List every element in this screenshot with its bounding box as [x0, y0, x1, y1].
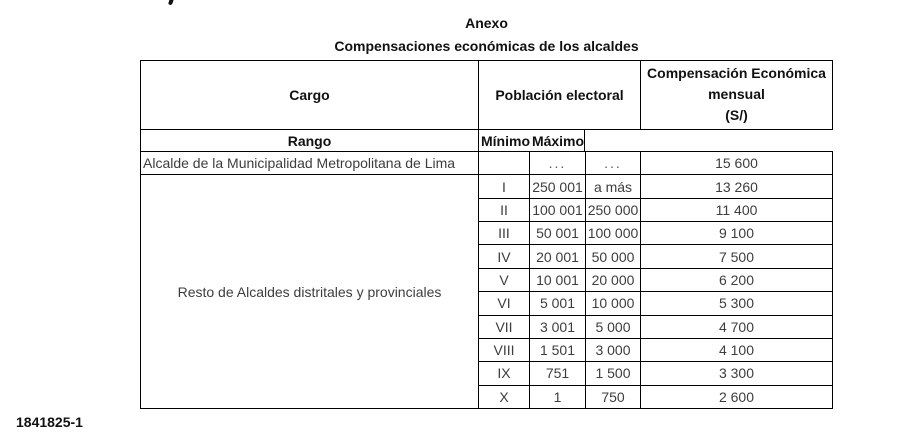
cell-maximo: 750: [586, 386, 641, 409]
header-row-sub: [141, 130, 833, 152]
cell-compensacion: 9 100: [641, 222, 833, 245]
cell-compensacion: 13 260: [641, 175, 833, 198]
header-compensacion-line2: mensual: [708, 86, 765, 102]
header-compensacion-line1: Compensación Económica: [647, 65, 826, 81]
table-row: [479, 245, 833, 268]
cell-rango: III: [479, 222, 530, 245]
table-row: [479, 316, 833, 339]
compensation-table: [140, 60, 833, 409]
table-row-lima: [141, 152, 833, 175]
header-maximo: Máximo: [532, 130, 585, 152]
header-minimo: Mínimo: [479, 130, 532, 152]
cell-maximo: 1 500: [586, 362, 641, 385]
header-empty-cell: [585, 130, 833, 152]
document-code: 1841825-1: [16, 414, 83, 430]
cell-rango: I: [479, 175, 530, 198]
cell-maximo: ...: [586, 152, 641, 175]
cell-minimo: 100 001: [530, 199, 586, 222]
cell-minimo: 1 501: [530, 339, 586, 362]
cutoff-text-fragment: [168, 0, 174, 5]
cell-maximo: 5 000: [586, 316, 641, 339]
cell-compensacion: 4 700: [641, 316, 833, 339]
cell-cargo-resto: Resto de Alcaldes distritales y provinciales: [141, 175, 479, 409]
cell-compensacion: 4 100: [641, 339, 833, 362]
cell-minimo: 50 001: [530, 222, 586, 245]
cell-maximo: 250 000: [586, 199, 641, 222]
cell-compensacion: 5 300: [641, 292, 833, 315]
cell-rango: VII: [479, 316, 530, 339]
cell-maximo: 10 000: [586, 292, 641, 315]
cell-rango: VIII: [479, 339, 530, 362]
cell-minimo: 10 001: [530, 269, 586, 292]
header-compensacion: [641, 61, 833, 130]
cell-rango: V: [479, 269, 530, 292]
cell-maximo: 20 000: [586, 269, 641, 292]
cell-compensacion: 11 400: [641, 199, 833, 222]
table-row: [479, 292, 833, 315]
header-cargo: Cargo: [141, 61, 479, 130]
table-row: [479, 222, 833, 245]
cell-rango: VI: [479, 292, 530, 315]
cell-minimo: 3 001: [530, 316, 586, 339]
cell-maximo: 100 000: [586, 222, 641, 245]
cell-maximo: 3 000: [586, 339, 641, 362]
cell-minimo: ...: [530, 152, 586, 175]
cell-maximo: a más: [586, 175, 641, 198]
cell-compensacion: 7 500: [641, 245, 833, 268]
cell-rango: X: [479, 386, 530, 409]
resto-rows: [479, 175, 833, 409]
cell-maximo: 50 000: [586, 245, 641, 268]
table-row: [479, 386, 833, 409]
table-row: [479, 199, 833, 222]
cell-minimo: 5 001: [530, 292, 586, 315]
cell-minimo: 20 001: [530, 245, 586, 268]
cell-compensacion: 15 600: [641, 152, 833, 175]
header-row-main: [141, 61, 833, 130]
cell-rango: IX: [479, 362, 530, 385]
cell-cargo-lima: Alcalde de la Municipalidad Metropolitana de Lima: [141, 152, 479, 175]
cell-compensacion: 6 200: [641, 269, 833, 292]
cell-rango: [479, 152, 530, 175]
page-title: Anexo: [465, 15, 508, 31]
table-row: [479, 339, 833, 362]
cell-rango: II: [479, 199, 530, 222]
cell-rango: IV: [479, 245, 530, 268]
cell-minimo: 250 001: [530, 175, 586, 198]
table-row: [479, 175, 833, 198]
table-section-resto: [141, 175, 833, 409]
header-compensacion-line3: (S/): [725, 107, 748, 123]
table-row: [479, 362, 833, 385]
page-subtitle: Compensaciones económicas de los alcaldes: [334, 38, 639, 54]
cell-minimo: 751: [530, 362, 586, 385]
table-row: [479, 269, 833, 292]
cell-minimo: 1: [530, 386, 586, 409]
cell-compensacion: 2 600: [641, 386, 833, 409]
cell-compensacion: 3 300: [641, 362, 833, 385]
header-rango: Rango: [141, 130, 479, 152]
header-poblacion-electoral: Población electoral: [479, 61, 641, 130]
